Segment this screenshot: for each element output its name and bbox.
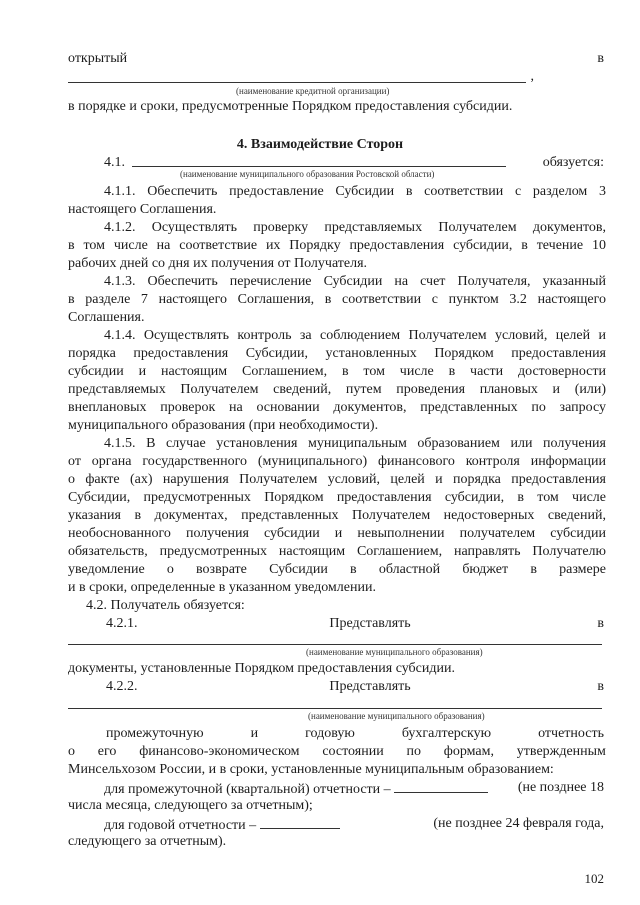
p415-word: размере xyxy=(559,562,606,577)
p415-word: уведомление xyxy=(68,562,145,577)
p414-line-4: представляемых Получателем сведений, путем проведения плановых и (или) xyxy=(68,382,606,397)
p415-line-2: от органа государственного (муниципального) финансового контроля информации xyxy=(68,454,606,469)
p422-word: его xyxy=(97,744,117,759)
p422-annual-c: следующего за отчетным). xyxy=(68,834,227,849)
p412-line-2: в том числе на соответствие их Порядку предоставления субсидии, в течение 10 xyxy=(68,238,606,253)
p415-word: Субсидии xyxy=(269,562,328,577)
p421-docs: документы, установленные Порядком предоставления субсидии. xyxy=(68,661,455,676)
top-line xyxy=(68,50,606,68)
p411-line-1: 4.1.1. Обеспечить предоставление Субсидии в соответствии с разделом 3 xyxy=(104,184,606,199)
p422-word: годовую xyxy=(305,726,355,741)
p413-line-1: 4.1.3. Обеспечить перечисление Субсидии на счет Получателя, указанный xyxy=(104,274,606,289)
p421-blank xyxy=(68,644,602,645)
p415-word: о xyxy=(166,562,174,577)
p422-word: Представлять xyxy=(329,679,411,694)
caption-mun-rostov: (наименование муниципального образования Ростовской области) xyxy=(180,169,435,179)
p422-blank xyxy=(68,708,602,709)
word-open: открытый xyxy=(68,51,128,66)
p422-quarterly-b: (не позднее 18 xyxy=(517,780,604,795)
p415-line-9: и в сроки, определенные в указанном уведомлении. xyxy=(68,580,376,595)
p415-word: в xyxy=(350,562,357,577)
p422-word: промежуточную xyxy=(106,726,204,741)
p422-word: состоянии xyxy=(322,744,384,759)
p414-line-2: порядка предоставления Субсидии, установленных Порядком предоставления xyxy=(68,346,606,361)
p42-line: 4.2. Получатель обязуется: xyxy=(86,598,245,613)
p41-blank xyxy=(132,166,506,167)
p422-annual-a: для годовой отчетности – xyxy=(104,818,257,833)
p421-number: 4.2.1. xyxy=(106,616,138,631)
p422-line-3: Минсельхозом России, и в сроки, установленные муниципальным образованием: xyxy=(68,762,554,777)
p415-line-3: о факте (ах) нарушения Получателем условий, целей и порядка предоставления xyxy=(68,472,606,487)
p415-word: возврате xyxy=(196,562,247,577)
p411-line-2: настоящего Соглашения. xyxy=(68,202,217,217)
p422-v: в xyxy=(597,679,604,694)
p421-word: Представлять xyxy=(329,616,411,631)
section-title: 4. Взаимодействие Сторон xyxy=(236,137,404,152)
p415-line-8 xyxy=(68,561,606,579)
p422-line-1 xyxy=(106,725,604,743)
p415-line-7: обязательств, предусмотренных настоящим Соглашением, направлять Получателю xyxy=(68,544,606,559)
p422-number: 4.2.2. xyxy=(106,679,138,694)
caption-bank: (наименование кредитной организации) xyxy=(236,86,390,96)
p422-quarterly-a: для промежуточной (квартальной) отчетности – xyxy=(104,782,391,797)
p422-word: формам, xyxy=(443,744,494,759)
p422-line-2 xyxy=(68,743,606,761)
p413-line-3: Соглашения. xyxy=(68,310,145,325)
p421-v: в xyxy=(597,616,604,631)
p415-line-5: указания в документах, представленных Получателем недостоверных сведений, xyxy=(68,508,606,523)
p413-line-2: в разделе 7 настоящего Соглашения, в соответствии с пунктом 3.2 настоящего xyxy=(68,292,606,307)
p415-line-6: необоснованного получения субсидии и невыполнении получателем субсидии xyxy=(68,526,606,541)
p414-line-3: субсидии и настоящим Соглашением, в том числе в части достоверности xyxy=(68,364,606,379)
caption-mun-1: (наименование муниципального образования) xyxy=(306,647,483,657)
p422-quarterly-c: числа месяца, следующего за отчетным); xyxy=(68,798,313,813)
p422-annual-b: (не позднее 24 февраля года, xyxy=(433,816,604,831)
comma: , xyxy=(530,69,534,84)
word-v-top: в xyxy=(597,51,604,66)
caption-mun-2: (наименование муниципального образования) xyxy=(308,711,485,721)
p414-line-1: 4.1.4. Осуществлять контроль за соблюдением Получателем условий, целей и xyxy=(104,328,606,343)
p422-word: утвержденным xyxy=(516,744,606,759)
p414-line-6: муниципального образования (при необходимости). xyxy=(68,418,379,433)
p422-word: о xyxy=(68,744,75,759)
p41-number: 4.1. xyxy=(104,155,125,170)
p422-annual-blank xyxy=(260,815,340,829)
p422-word: бухгалтерскую xyxy=(401,726,492,741)
p422-word: и xyxy=(250,726,259,741)
p415-word: областной xyxy=(378,562,441,577)
p422-word: по xyxy=(406,744,421,759)
p412-line-1: 4.1.2. Осуществлять проверку представляемых Получателем документов, xyxy=(104,220,606,235)
p412-line-3: рабочих дней со дня их получения от Получателя. xyxy=(68,256,368,271)
page-number: 102 xyxy=(584,871,604,886)
p415-word: бюджет xyxy=(462,562,509,577)
p414-line-5: внеплановых проверок на основании документов, представленных по запросу xyxy=(68,400,606,415)
order-line: в порядке и сроки, предусмотренные Порядком предоставления субсидии. xyxy=(68,99,513,114)
p422-word: финансово-экономическом xyxy=(139,744,300,759)
p415-line-1: 4.1.5. В случае установления муниципальным образованием или получения xyxy=(104,436,606,451)
bank-name-blank xyxy=(68,82,526,83)
p415-word: в xyxy=(530,562,537,577)
p41-tail: обязуется: xyxy=(542,155,604,170)
p422-word: отчетность xyxy=(538,726,604,741)
p415-line-4: Субсидии, предусмотренных Порядком предоставления субсидии, в том числе xyxy=(68,490,606,505)
